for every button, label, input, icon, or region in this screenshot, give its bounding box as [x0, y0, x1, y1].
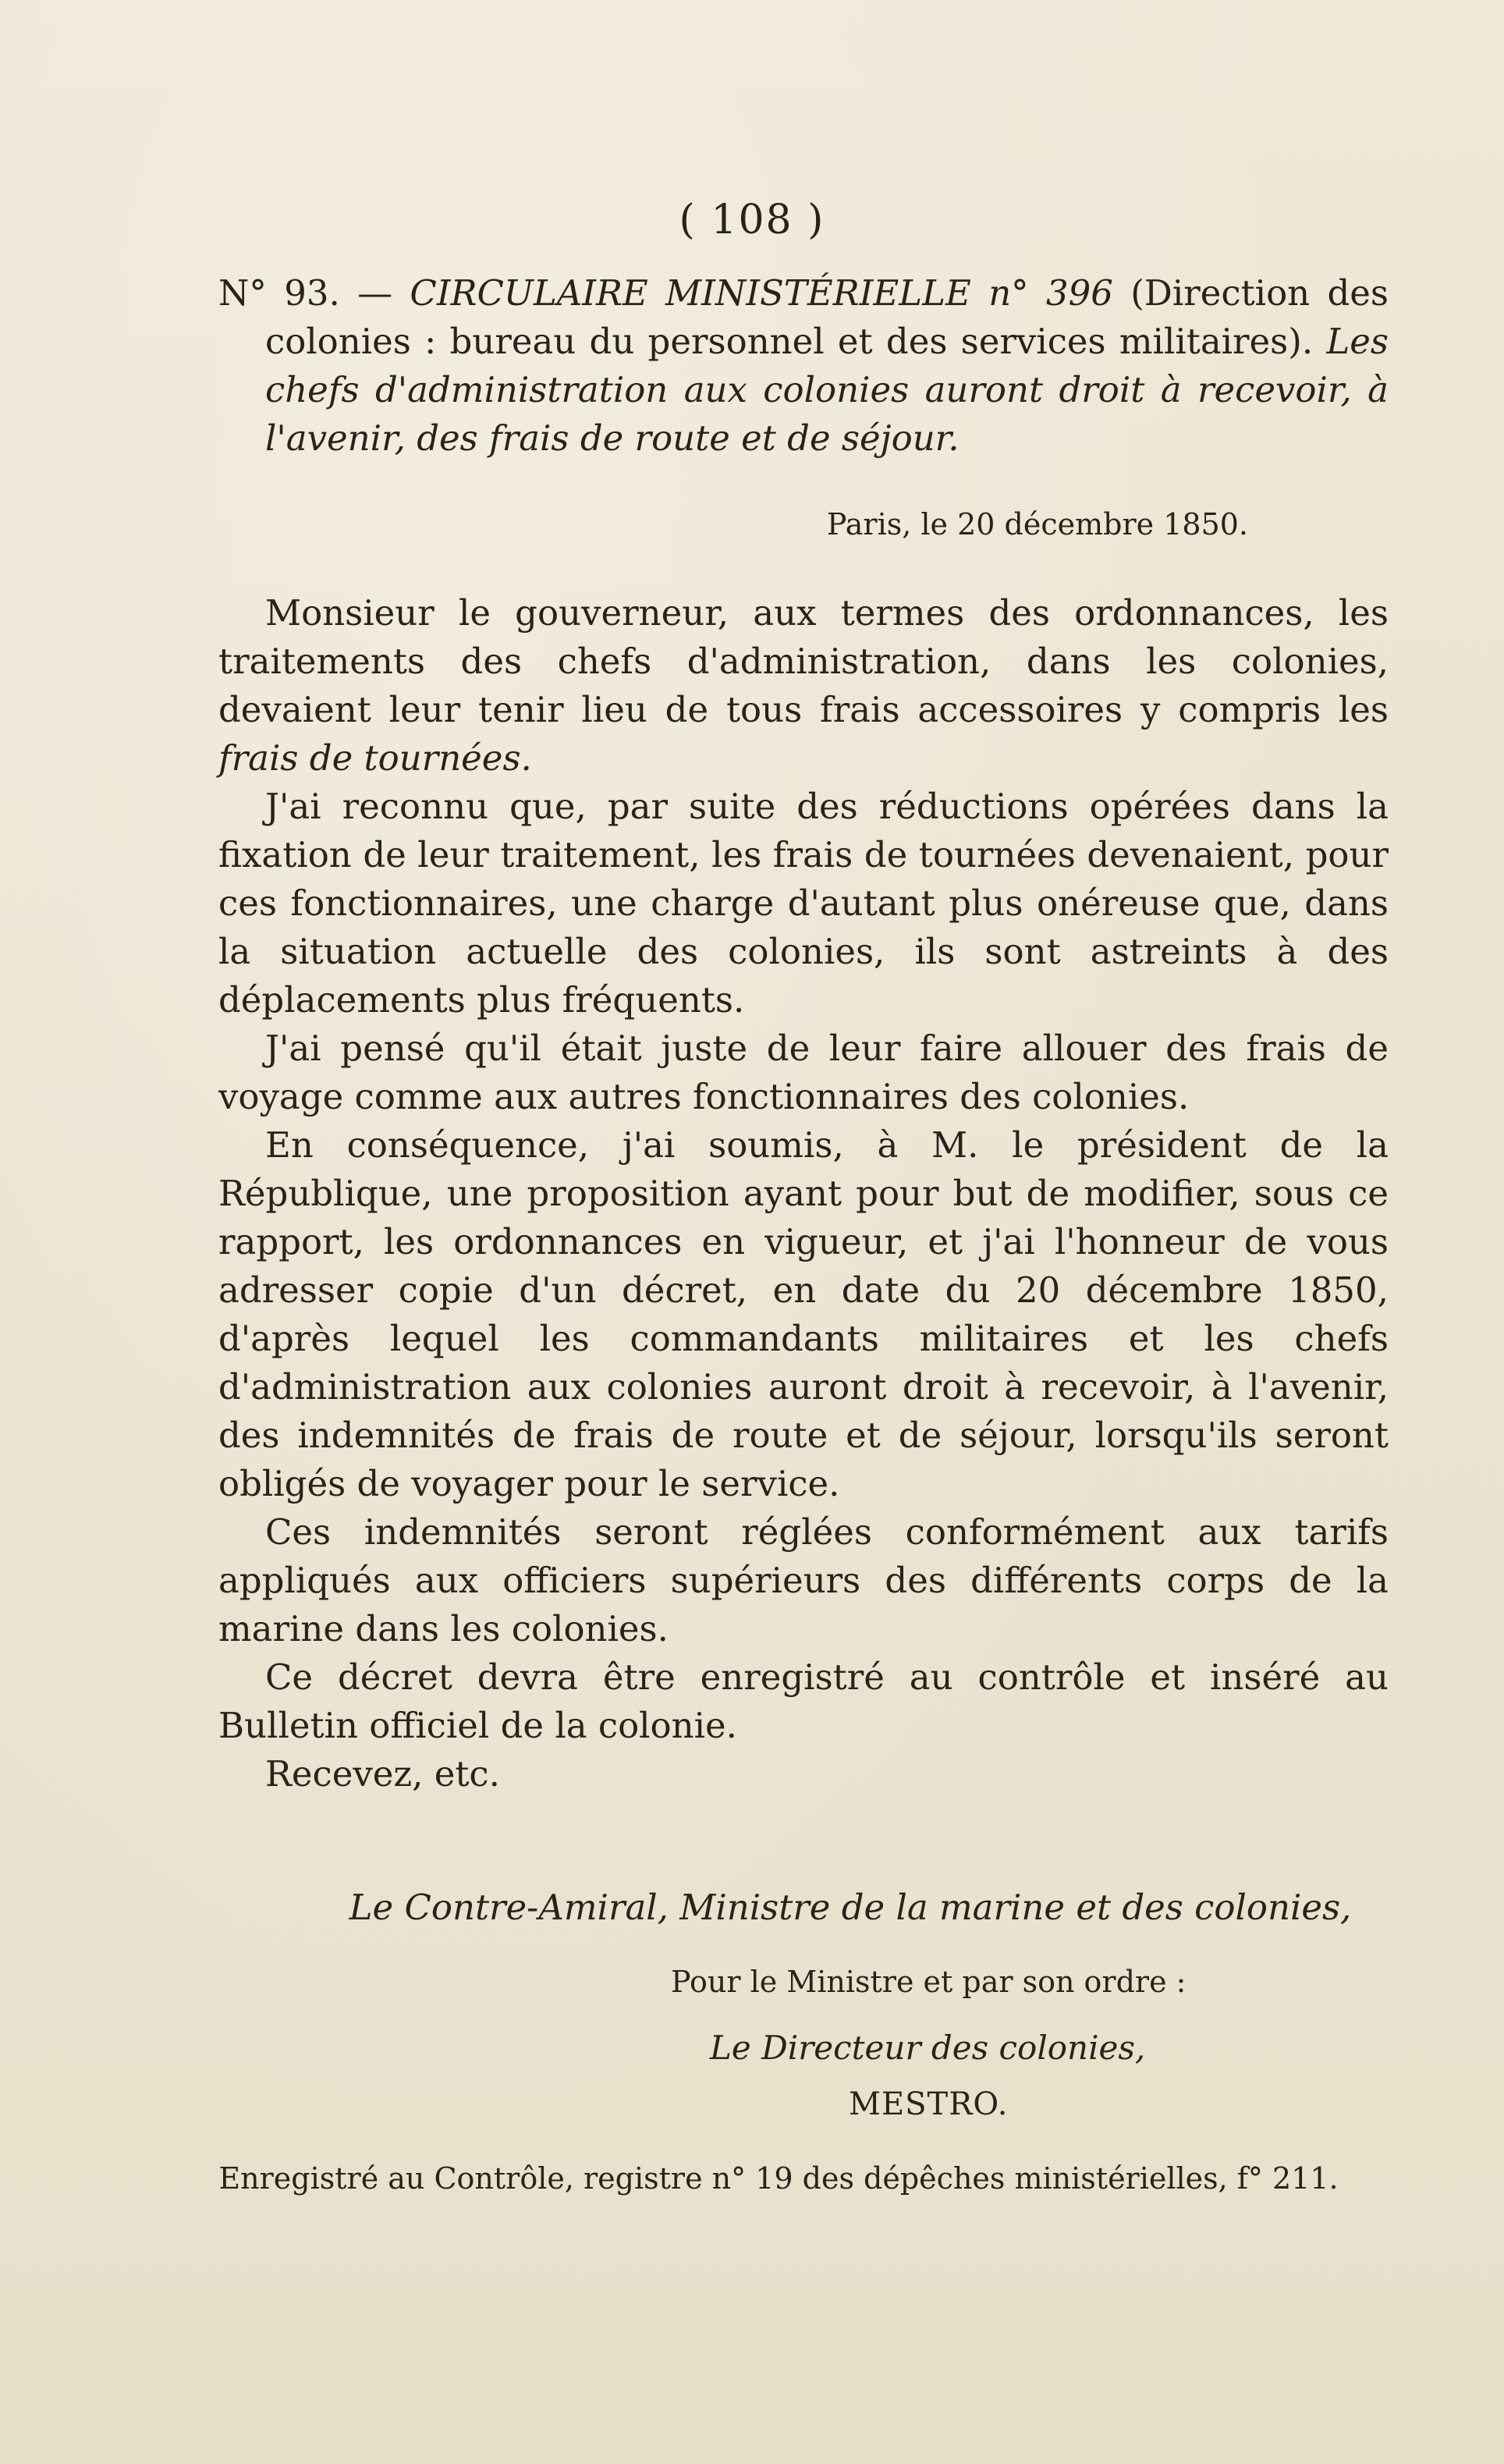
- paragraph-1-italic: frais de tournées.: [218, 737, 532, 779]
- paragraph-5: Ces indemnités seront réglées conformément aux tarifs appliqués aux officiers supérieurs des différents corps de la marine dans les colonies.: [218, 1511, 1389, 1649]
- paragraph-7: Recevez, etc.: [265, 1753, 500, 1795]
- heading-block: [218, 269, 1389, 463]
- paragraph-1-text: Monsieur le gouverneur, aux termes des ordonnances, les traitements des chefs d'administration, dans les colonies, devaient leur tenir lieu de tous frais accessoires y compris les: [218, 592, 1389, 730]
- paragraph-4: En conséquence, j'ai soumis, à M. le président de la République, une proposition ayant pour but de modifier, sous ce rapport, les ordonnances en vigueur, et j'ai l'honneur de vous adresser copie d'un décret, en date du 20 décembre 1850, d'après lequel les commandants militaires et les chefs d'administration aux colonies auront droit à recevoir, à l'avenir, des indemnités de frais de route et de séjour, lorsqu'ils seront obligés de voyager pour le service.: [218, 1124, 1389, 1504]
- paragraph-1: [218, 589, 1389, 783]
- order-line: Pour le Ministre et par son ordre :: [671, 1965, 1187, 1999]
- page-number: ( 108 ): [679, 197, 825, 243]
- circular-heading: [218, 269, 1389, 463]
- minister-signature: Le Contre-Amiral, Ministre de la marine et des colonies,: [349, 1887, 1352, 1928]
- circular-summary: Les chefs d'administration aux colonies auront droit à recevoir, à l'avenir, des frais de route et de séjour.: [265, 321, 1389, 459]
- paragraph-3: J'ai pensé qu'il était juste de leur faire allouer des frais de voyage comme aux autres fonctionnaires des colonies.: [218, 1028, 1389, 1117]
- letter-body: [218, 589, 1389, 1798]
- circular-subtitle: (Direction des colonies : bureau du personnel et des services militaires).: [265, 272, 1389, 362]
- director-name: MESTRO.: [849, 2086, 1009, 2122]
- director-title: Le Directeur des colonies,: [710, 2029, 1146, 2067]
- registration-footer: Enregistré au Contrôle, registre n° 19 des dépêches ministérielles, f° 211.: [218, 2161, 1339, 2196]
- date-line: Paris, le 20 décembre 1850.: [826, 507, 1248, 541]
- paragraph-6: Ce décret devra être enregistré au contrôle et inséré au Bulletin officiel de la colonie.: [218, 1656, 1389, 1746]
- paragraph-2: J'ai reconnu que, par suite des réductions opérées dans la fixation de leur traitement, les frais de tournées devenaient, pour ces fonctionnaires, une charge d'autant plus onéreuse que, dans la situation actuelle des colonies, ils sont astreints à des déplacements plus fréquents.: [218, 786, 1389, 1021]
- circular-number: N° 93. —: [218, 272, 393, 314]
- circular-title: CIRCULAIRE MINISTÉRIELLE n° 396: [410, 272, 1113, 314]
